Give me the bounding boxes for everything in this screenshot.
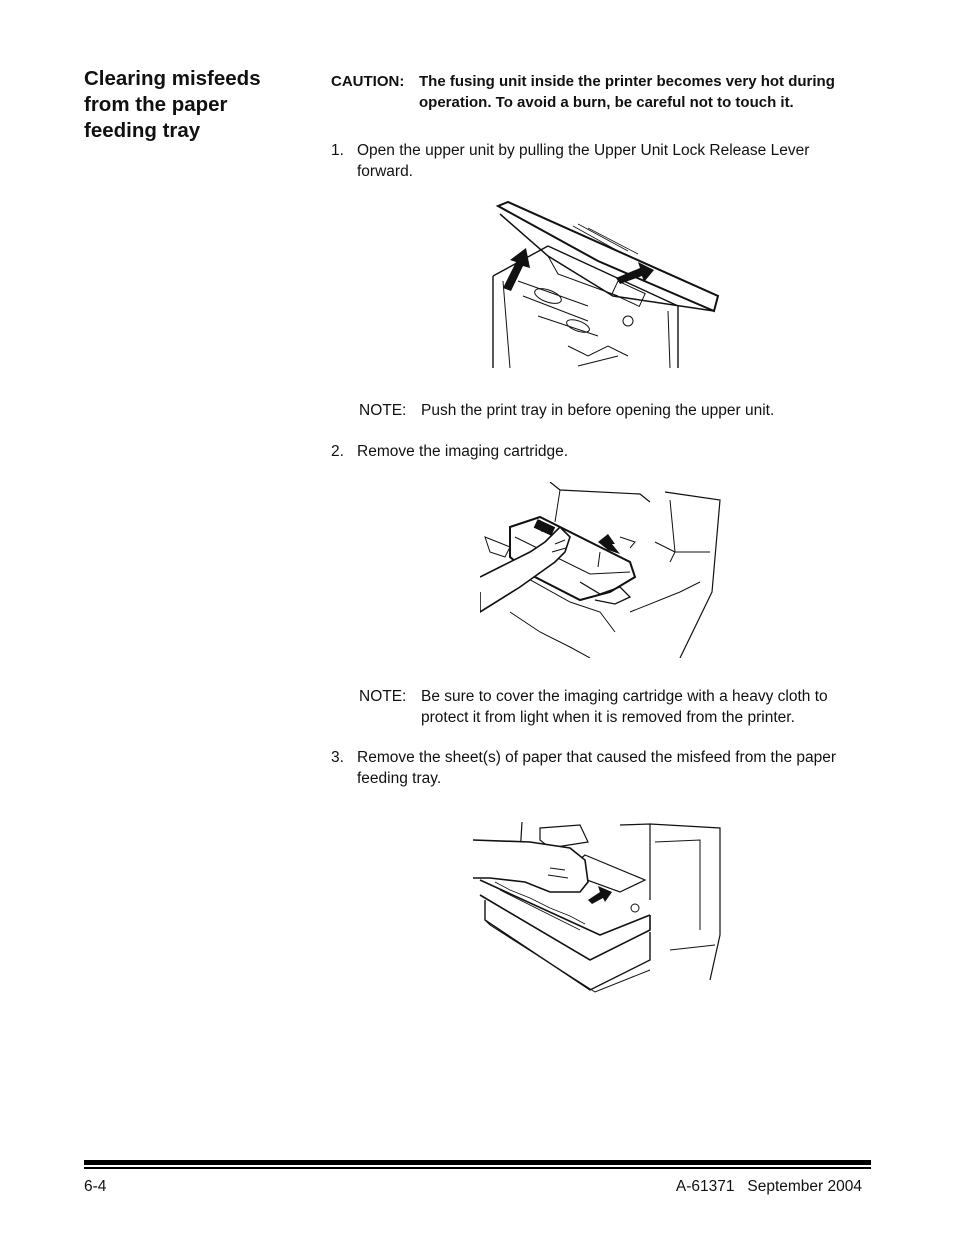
footer-rule-thin xyxy=(84,1167,871,1169)
caution-label: CAUTION: xyxy=(331,73,405,90)
footer-rule-thick xyxy=(84,1160,871,1165)
step-text: Remove the imaging cartridge. xyxy=(357,443,569,460)
imaging-cartridge-removal-illustration xyxy=(480,482,725,658)
step-number: 1. xyxy=(331,142,344,159)
note-text: Push the print tray in before opening the upper unit. xyxy=(421,402,775,419)
paper-tray-misfeed-removal-illustration xyxy=(470,820,725,995)
footer-doc-id: A-61371 September 2004 xyxy=(675,1178,862,1195)
step-number: 3. xyxy=(331,749,344,766)
section-heading: Clearing misfeeds from the paper feeding tray xyxy=(84,67,261,142)
step-number: 2. xyxy=(331,443,344,460)
note-label: NOTE: xyxy=(359,402,407,419)
printer-upper-unit-open-illustration xyxy=(478,196,728,372)
caution-text: The fusing unit inside the printer becomes very hot during operation. To avoid a burn, be careful not to touch it. xyxy=(419,73,835,111)
step-text: Open the upper unit by pulling the Upper Unit Lock Release Lever forward. xyxy=(357,142,810,180)
note-label: NOTE: xyxy=(359,688,407,705)
step-text: Remove the sheet(s) of paper that caused the misfeed from the paper feeding tray. xyxy=(357,749,837,787)
footer-page-number: 6-4 xyxy=(84,1178,107,1195)
note-text: Be sure to cover the imaging cartridge with a heavy cloth to protect it from light when it is removed from the printer. xyxy=(421,688,828,726)
